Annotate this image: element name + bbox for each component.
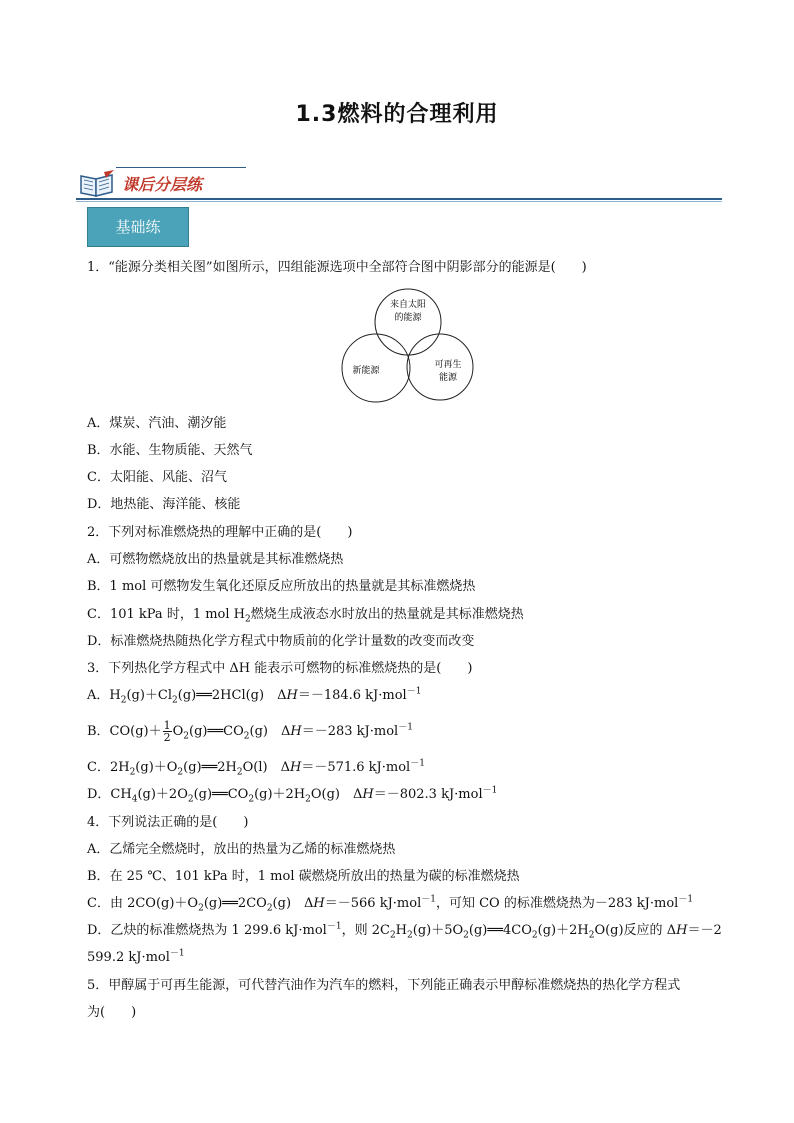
venn-diagram — [340, 287, 476, 405]
q1-option-d: D．地热能、海洋能、核能 — [87, 497, 241, 512]
question-1-stem: 1．“能源分类相关图”如图所示，四组能源选项中全部符合图中阴影部分的能源是( ) — [87, 260, 587, 275]
q4-option-b: B．在 25 ℃、101 kPa 时，1 mol 碳燃烧所放出的热量为碳的标准燃烧热 — [87, 869, 520, 884]
q3-option-d: D．$CH_4(g)+2O_2(g)══CO_2(g)+2H_2O(g)$ ΔH＝－802.3 kJ·mol$^{-1}$ — [87, 785, 498, 805]
venn-label-right-2: 能源 — [438, 373, 458, 383]
q4-option-a: A．乙烯完全燃烧时，放出的热量为乙烯的标准燃烧热 — [87, 842, 396, 857]
header-top-line — [116, 167, 246, 168]
venn-label-right: 可再生 — [434, 360, 462, 370]
book-icon — [78, 170, 116, 198]
q1-option-c: C．太阳能、风能、沼气 — [87, 470, 227, 485]
level-badge: 基础练 — [87, 207, 189, 247]
q3-option-a: A．$H_2(g)+Cl_2(g)══2HCl(g)$ ΔH＝－184.6 kJ·mol$^{-1}$ — [87, 686, 422, 706]
header-rule-thin — [76, 201, 722, 202]
venn-label-top: 来自太阳 — [389, 300, 427, 310]
q1-option-a: A．煤炭、汽油、潮汐能 — [87, 416, 227, 431]
question-2-stem: 2．下列对标准燃烧热的理解中正确的是( ) — [87, 525, 353, 540]
question-4-stem: 4．下列说法正确的是( ) — [87, 815, 249, 830]
question-3-stem: 3．下列热化学方程式中 ΔH 能表示可燃物的标准燃烧热的是( ) — [87, 661, 473, 676]
q2-option-b: B．1 mol 可燃物发生氧化还原反应所放出的热量就是其标准燃烧热 — [87, 579, 476, 594]
question-5-stem-cont: 为( ) — [87, 1005, 137, 1020]
q2-option-c: C．101 kPa 时，1 mol $H_2$燃烧生成液态水时放出的热量就是其标准燃烧热 — [87, 607, 524, 625]
section-header — [76, 164, 722, 202]
venn-label-left: 新能源 — [352, 366, 380, 376]
section-label: 课后分层练 — [122, 175, 203, 194]
q1-option-b: B．水能、生物质能、天然气 — [87, 443, 253, 458]
q4-option-d-cont: 599.2 kJ·mol$^{-1}$ — [87, 948, 185, 965]
q3-option-b: B．CO(g)＋ $\frac{1}{2}$ $O_2(g)══CO_2(g)$ ΔH＝－283 kJ·mol$^{-1}$ — [87, 719, 413, 744]
q2-option-a: A．可燃物燃烧放出的热量就是其标准燃烧热 — [87, 552, 344, 567]
q3-option-c: C．$2H_2(g)+O_2(g)══2H_2O(l)$ ΔH＝－571.6 kJ·mol$^{-1}$ — [87, 758, 425, 778]
fraction-one-half: $\frac{1}{2}$ — [163, 719, 171, 744]
venn-label-top-2: 的能源 — [394, 313, 422, 323]
header-rule — [76, 198, 722, 200]
q4-option-d: D．乙炔的标准燃烧热为 1 299.6 kJ·mol$^{-1}$，则 $2C_2H_2(g)+5O_2(g)══4CO_2(g)+2H_2O(g)$反应的 ΔH＝－2 — [87, 921, 722, 941]
question-5-stem: 5．甲醇属于可再生能源，可代替汽油作为汽车的燃料，下列能正确表示甲醇标准燃烧热的热化学方程式 — [87, 978, 681, 993]
q4-option-c: C．由 $2CO(g)+O_2(g)══2CO_2(g)$ ΔH＝－566 kJ·mol$^{-1}$，可知 CO 的标准燃烧热为－283 kJ·mol$^{-1}$ — [87, 894, 694, 914]
page-title: 1.3燃料的合理利用 — [295, 102, 499, 127]
q2-option-d: D．标准燃烧热随热化学方程式中物质前的化学计量数的改变而改变 — [87, 634, 475, 649]
